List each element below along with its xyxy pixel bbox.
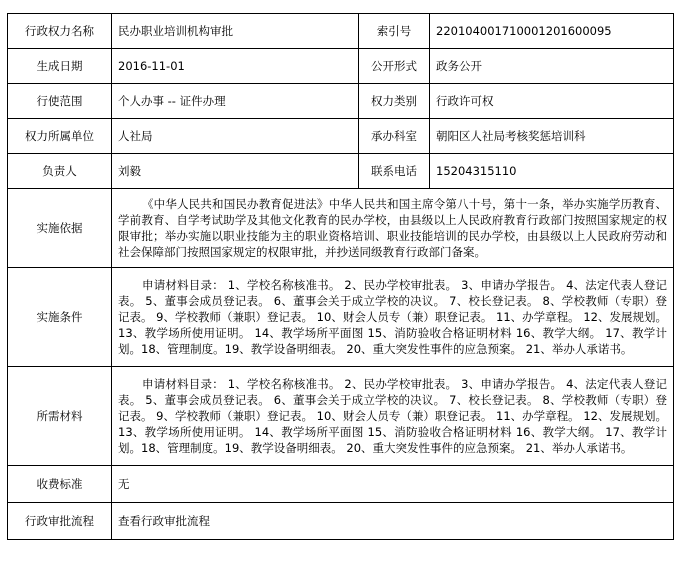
table-row xyxy=(8,14,674,49)
phone-label: 联系电话 xyxy=(359,154,430,189)
table-row xyxy=(8,466,674,503)
index-value: 220104001710001201600095 xyxy=(430,14,674,49)
table-row xyxy=(8,119,674,154)
conditions-label: 实施条件 xyxy=(8,268,112,367)
scope-label: 行使范围 xyxy=(8,84,112,119)
table-row xyxy=(8,154,674,189)
basis-label: 实施依据 xyxy=(8,189,112,268)
table-row xyxy=(8,84,674,119)
office-label: 承办科室 xyxy=(359,119,430,154)
office-value: 朝阳区人社局考核奖惩培训科 xyxy=(430,119,674,154)
conditions-value: 申请材料目录： 1、学校名称核准书。 2、民办学校审批表。 3、申请办学报告。 4、法定代表人登记表。 5、董事会成员登记表。 6、董事会关于成立学校的决议。 7、校长登记表。 8、学校教师（专职）登记表。 9、学校教师（兼职）登记表。 10、财会人员专（兼）职登记表。 11、办学章程。 12、发展规划。 13、教学场所使用证明。 14、教学场所平面图 15、消防验收合格证明材料 16、教学大纲。 17、教学计划。18、管理制度。19、教学设备明细表。 20、重大突发性事件的应急预案。 21、举办人承诺书。 xyxy=(112,268,674,367)
fee-label: 收费标准 xyxy=(8,466,112,503)
category-label: 权力类别 xyxy=(359,84,430,119)
power-name-value: 民办职业培训机构审批 xyxy=(112,14,359,49)
index-label: 索引号 xyxy=(359,14,430,49)
publish-value: 政务公开 xyxy=(430,49,674,84)
person-value: 刘毅 xyxy=(112,154,359,189)
flow-label: 行政审批流程 xyxy=(8,503,112,540)
date-label: 生成日期 xyxy=(8,49,112,84)
publish-label: 公开形式 xyxy=(359,49,430,84)
table-row xyxy=(8,367,674,466)
materials-label: 所需材料 xyxy=(8,367,112,466)
flow-link[interactable]: 查看行政审批流程 xyxy=(112,503,674,540)
materials-value: 申请材料目录： 1、学校名称核准书。 2、民办学校审批表。 3、申请办学报告。 4、法定代表人登记表。 5、董事会成员登记表。 6、董事会关于成立学校的决议。 7、校长登记表。 8、学校教师（专职）登记表。 9、学校教师（兼职）登记表。 10、财会人员专（兼）职登记表。 11、办学章程。 12、发展规划。 13、教学场所使用证明。 14、教学场所平面图 15、消防验收合格证明材料 16、教学大纲。 17、教学计划。18、管理制度。19、教学设备明细表。 20、重大突发性事件的应急预案。 21、举办人承诺书。 xyxy=(112,367,674,466)
unit-value: 人社局 xyxy=(112,119,359,154)
date-value: 2016-11-01 xyxy=(112,49,359,84)
fee-value: 无 xyxy=(112,466,674,503)
table-row xyxy=(8,189,674,268)
unit-label: 权力所属单位 xyxy=(8,119,112,154)
phone-value: 15204315110 xyxy=(430,154,674,189)
table-row xyxy=(8,268,674,367)
power-name-label: 行政权力名称 xyxy=(8,14,112,49)
basis-value: 《中华人民共和国民办教育促进法》中华人民共和国主席令第八十号，第十一条，举办实施学历教育、学前教育、自学考试助学及其他文化教育的民办学校，由县级以上人民政府教育行政部门按照国家规定的权限审批；举办实施以职业技能为主的职业资格培训、职业技能培训的民办学校，由县级以上人民政府劳动和社会保障部门按照国家规定的权限审批，并抄送同级教育行政部门备案。 xyxy=(112,189,674,268)
power-info-table xyxy=(7,13,674,540)
table-row xyxy=(8,49,674,84)
category-value: 行政许可权 xyxy=(430,84,674,119)
person-label: 负责人 xyxy=(8,154,112,189)
scope-value: 个人办事 -- 证件办理 xyxy=(112,84,359,119)
table-row xyxy=(8,503,674,540)
